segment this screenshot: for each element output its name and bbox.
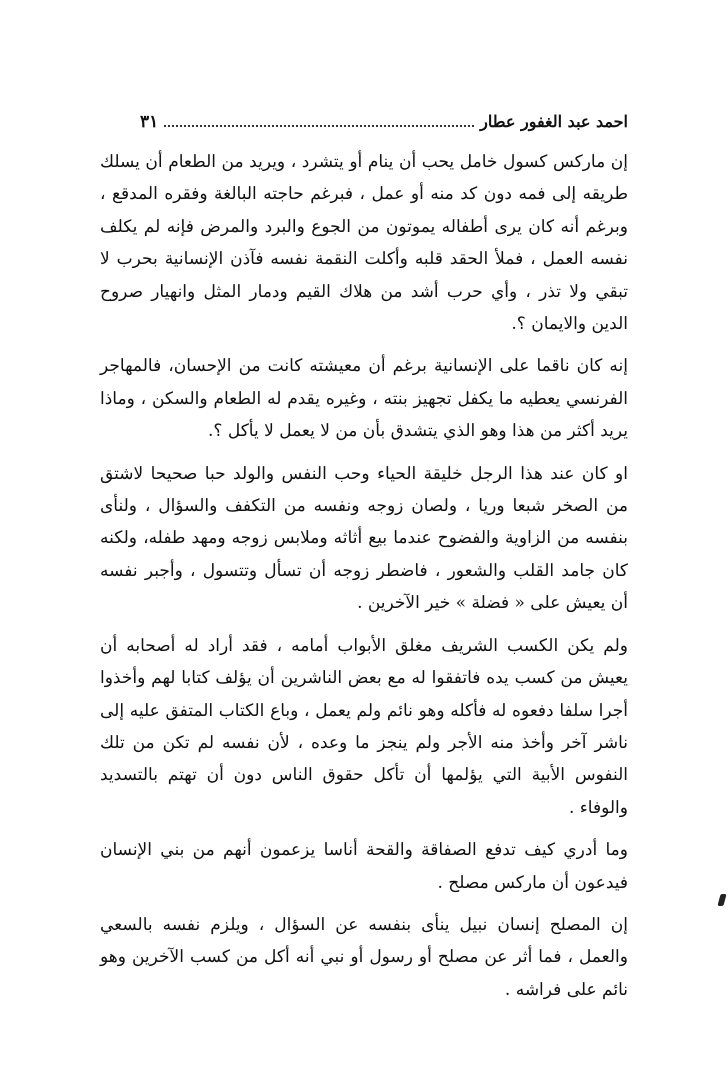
- body-text: [100, 146, 628, 1016]
- paragraph: وما أدري كيف تدفع الصفاقة والقحة أناسا يزعمون أنهم من بني الإنسان فيدعون أن ماركس مصلح .: [100, 840, 628, 893]
- paragraph: ولم يكن الكسب الشريف مغلق الأبواب أمامه ، فقد أراد له أصحابه أن يعيش من كسب يده فاتفقوا له مع بعض الناشرين أن يؤلف كتابا لهم وأخذوا أجرا سلفا دفعوه له فأكله وهو نائم ولم يعمل ، وباع الكتاب المتفق عليه إلى ناشر آخر وأخذ منه الأجر ولم ينجز ما وعده ، لأن نفسه لم تكن من تلك النفوس الأبية التي يؤلمها أن تأكل حقوق الناس دون أن تهتم بالتسديد والوفاء .: [100, 635, 628, 818]
- paragraph: إنه كان ناقما على الإنسانية برغم أن معيشته كانت من الإحسان، فالمهاجر الفرنسي يعطيه ما يكفل تجهيز بنته ، وغيره يقدم له الطعام والسكن ، وماذا يريد أكثر من هذا وهو الذي يتشدق بأن من لا يعمل لا يأكل ؟.: [100, 356, 628, 442]
- paragraph: إن ماركس كسول خامل يحب أن ينام أو يتشرد ، ويريد من الطعام أن يسلك طريقه إلى فمه دون كد منه أو عمل ، فبرغم حاجته البالغة وفقره المدقع ، وبرغم أنه كان يرى أطفاله يموتون من الجوع والبرد والمرض فإنه لم يكلف نفسه العمل ، فملأ الحقد قلبه وأكلت النقمة نفسه فآذن الإنسانية بحرب لا تبقي ولا تذر ، وأي حرب أشد من هلاك القيم ودمار المثل وانهيار صروح الدين والايمان ؟.: [100, 152, 628, 335]
- paragraph: او كان عند هذا الرجل خليقة الحياء وحب النفس والولد حبا صحيحا لاشتق من الصخر شبعا وريا ، ولصان زوجه ونفسه من التكفف والسؤال ، ولنأى بنفسه من الزاوية والفضوح عندما بيع أثاثه وملابس زوجه ومهد طفله، ولكنه كان جامد القلب والشعور ، فاضطر زوجه أن تسأل وتتسول ، وأجبر نفسه أن يعيش على « فضلة » خير الآخرين .: [100, 463, 628, 614]
- header-dotted-leader: [164, 125, 474, 127]
- header-author: احمد عبد الغفور عطار: [480, 112, 628, 131]
- paragraph: إن المصلح إنسان نبيل ينأى بنفسه عن السؤال ، ويلزم نفسه بالسعي والعمل ، فما أثر عن مصلح أو رسول أو نبي أنه أكل من كسب الآخرين وهو نائم على فراشه .: [100, 914, 628, 1000]
- running-header: [140, 104, 628, 132]
- margin-ink-mark: [717, 894, 726, 906]
- page-number: ٣١: [140, 112, 159, 132]
